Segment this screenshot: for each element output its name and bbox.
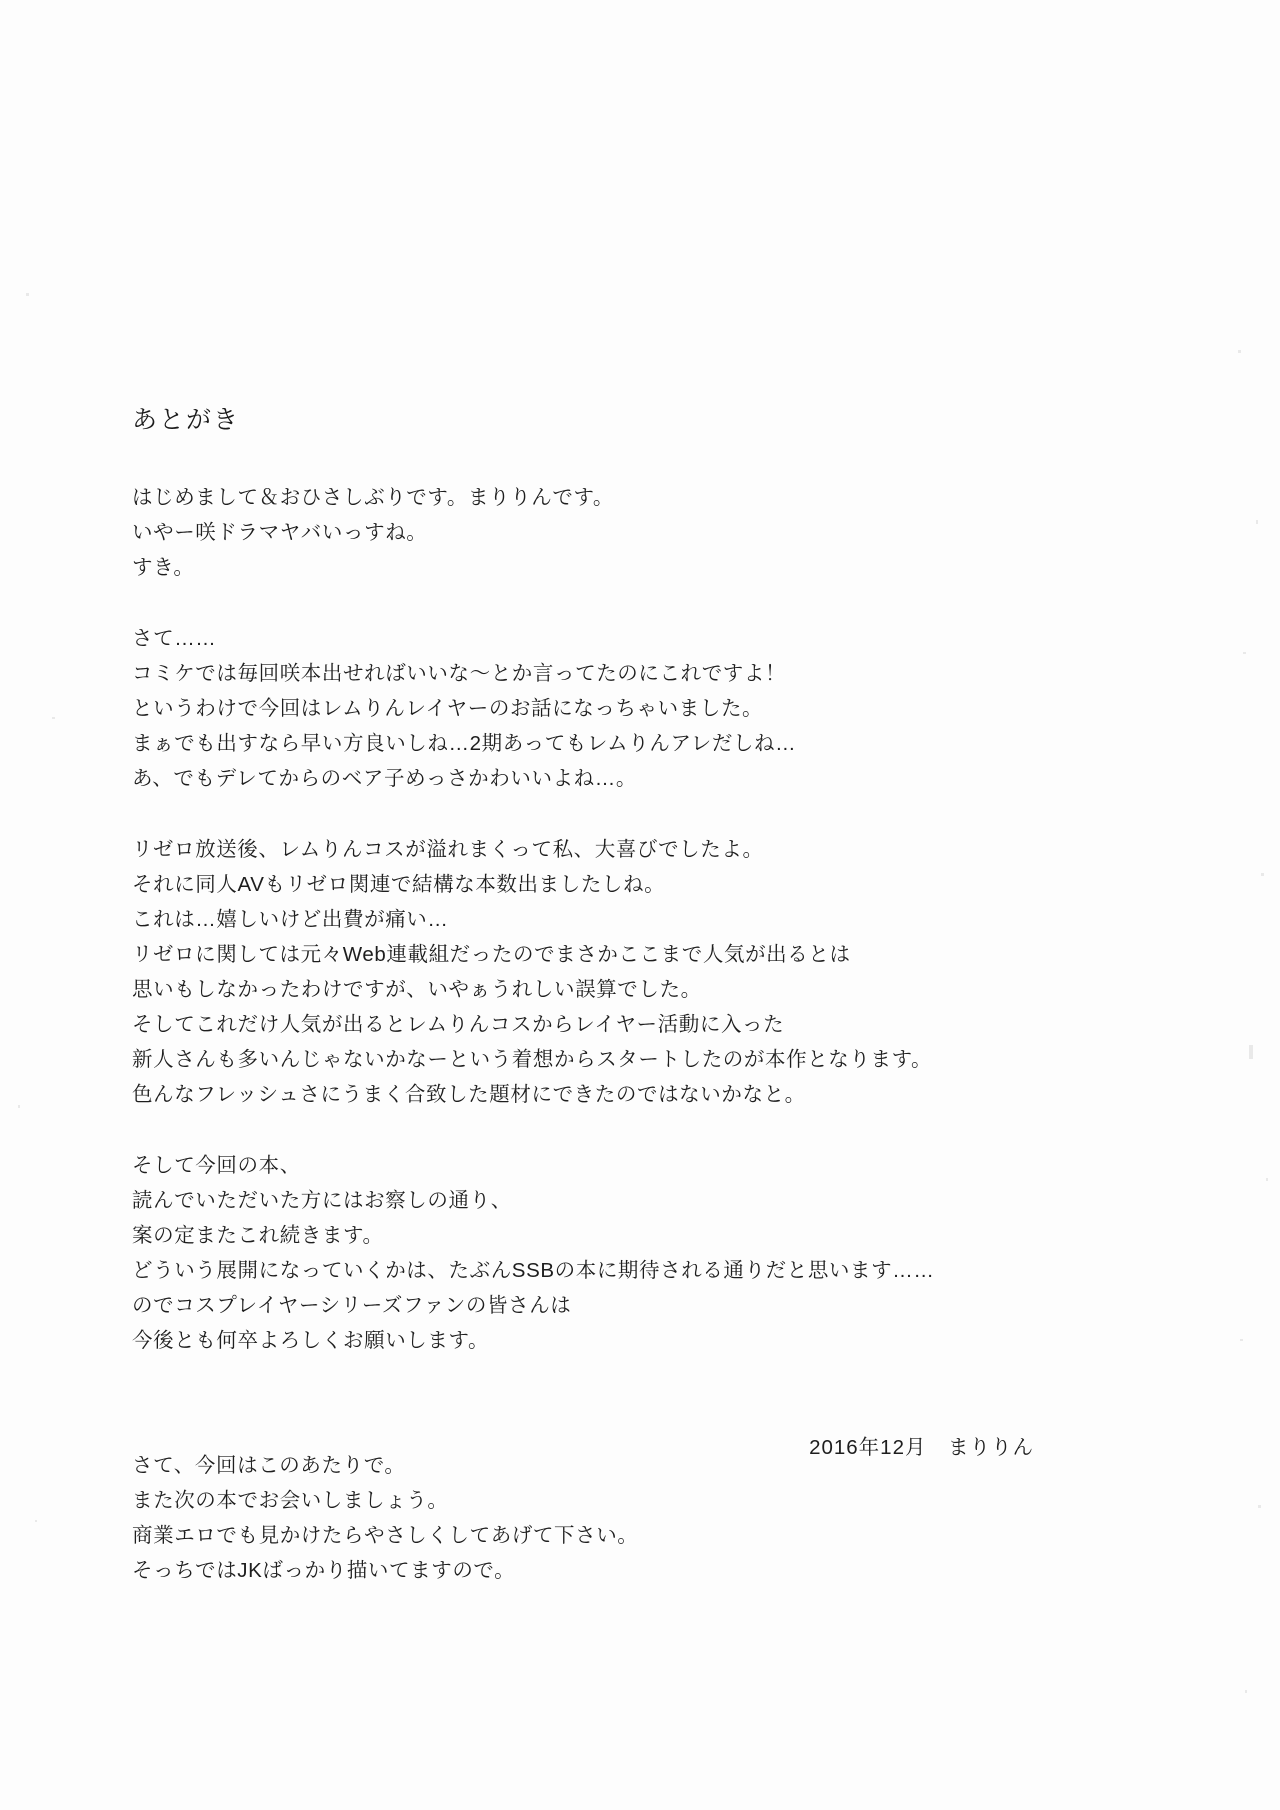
text-line: はじめまして＆おひさしぶりです。まりりんです。 — [132, 486, 615, 509]
paragraph-rezero-talk — [132, 832, 1112, 1112]
text-line: すき。 — [132, 556, 195, 579]
page-title: あとがき — [132, 406, 241, 434]
scan-speck — [1240, 1339, 1243, 1341]
text-line: まぁでも出すなら早い方良いしね…2期あってもレムりんアレだしね… — [132, 732, 797, 755]
text-line: 思いもしなかったわけですが、いやぁうれしい誤算でした。 — [132, 978, 702, 1001]
text-line: さて…… — [132, 627, 217, 650]
text-line: いやー咲ドラマヤバいっすね。 — [132, 521, 428, 544]
scan-speck — [1256, 520, 1258, 524]
paragraph-greeting — [132, 480, 1112, 585]
scan-speck — [52, 717, 55, 719]
text-line: また次の本でお会いしましょう。 — [132, 1489, 449, 1512]
paragraph-about-book — [132, 621, 1112, 796]
text-line: リゼロ放送後、レムりんコスが溢れまくって私、大喜びでしたよ。 — [132, 838, 764, 861]
scan-speck — [1258, 1505, 1261, 1508]
text-line: そして今回の本、 — [132, 1154, 301, 1177]
text-line: あ、でもデレてからのベア子めっさかわいいよね…。 — [132, 767, 637, 790]
text-line: 色んなフレッシュさにうまく合致した題材にできたのではないかなと。 — [132, 1083, 806, 1106]
text-line: というわけで今回はレムりんレイヤーのお話になっちゃいました。 — [132, 697, 764, 720]
text-line: リゼロに関しては元々Web連載組だったのでまさかここまで人気が出るとは — [132, 943, 851, 966]
scan-speck — [1243, 652, 1246, 654]
text-line: コミケでは毎回咲本出せればいいな〜とか言ってたのにこれですよ！ — [132, 662, 787, 685]
text-line: そっちではJKばっかり描いてますので。 — [132, 1559, 516, 1582]
text-line: 商業エロでも見かけたらやさしくしてあげて下さい。 — [132, 1524, 639, 1547]
text-line: さて、今回はこのあたりで。 — [132, 1454, 406, 1477]
text-line: これは…嬉しいけど出費が痛い… — [132, 908, 449, 931]
text-line: どういう展開になっていくかは、たぶんSSBの本に期待される通りだと思います…… — [132, 1259, 935, 1282]
text-line: そしてこれだけ人気が出るとレムりんコスからレイヤー活動に入った — [132, 1013, 785, 1036]
scan-speck — [18, 1105, 20, 1108]
text-line: 新人さんも多いんじゃないかなーという着想からスタートしたのが本作となります。 — [132, 1048, 933, 1071]
paragraph-closing — [132, 1448, 1112, 1588]
text-line: それに同人AVもリゼロ関連で結構な本数出ましたしね。 — [132, 873, 666, 896]
scan-speck — [1245, 1690, 1247, 1693]
text-line: 読んでいただいた方にはお察しの通り、 — [132, 1189, 512, 1212]
afterword-content — [132, 400, 1112, 1624]
scan-speck — [1249, 1045, 1253, 1059]
text-line: 案の定またこれ続きます。 — [132, 1224, 384, 1247]
signature-text: 2016年12月 まりりん — [809, 1436, 1034, 1459]
paragraph-continuation — [132, 1148, 1112, 1358]
scan-speck — [26, 293, 29, 296]
text-line: 今後とも何卒よろしくお願いします。 — [132, 1329, 490, 1352]
scan-speck — [1261, 873, 1264, 876]
scan-speck — [1266, 1178, 1268, 1181]
scan-speck — [1238, 350, 1241, 353]
text-line: のでコスプレイヤーシリーズファンの皆さんは — [132, 1294, 572, 1317]
scan-speck — [35, 1520, 37, 1522]
signature-block — [132, 1430, 1112, 1460]
